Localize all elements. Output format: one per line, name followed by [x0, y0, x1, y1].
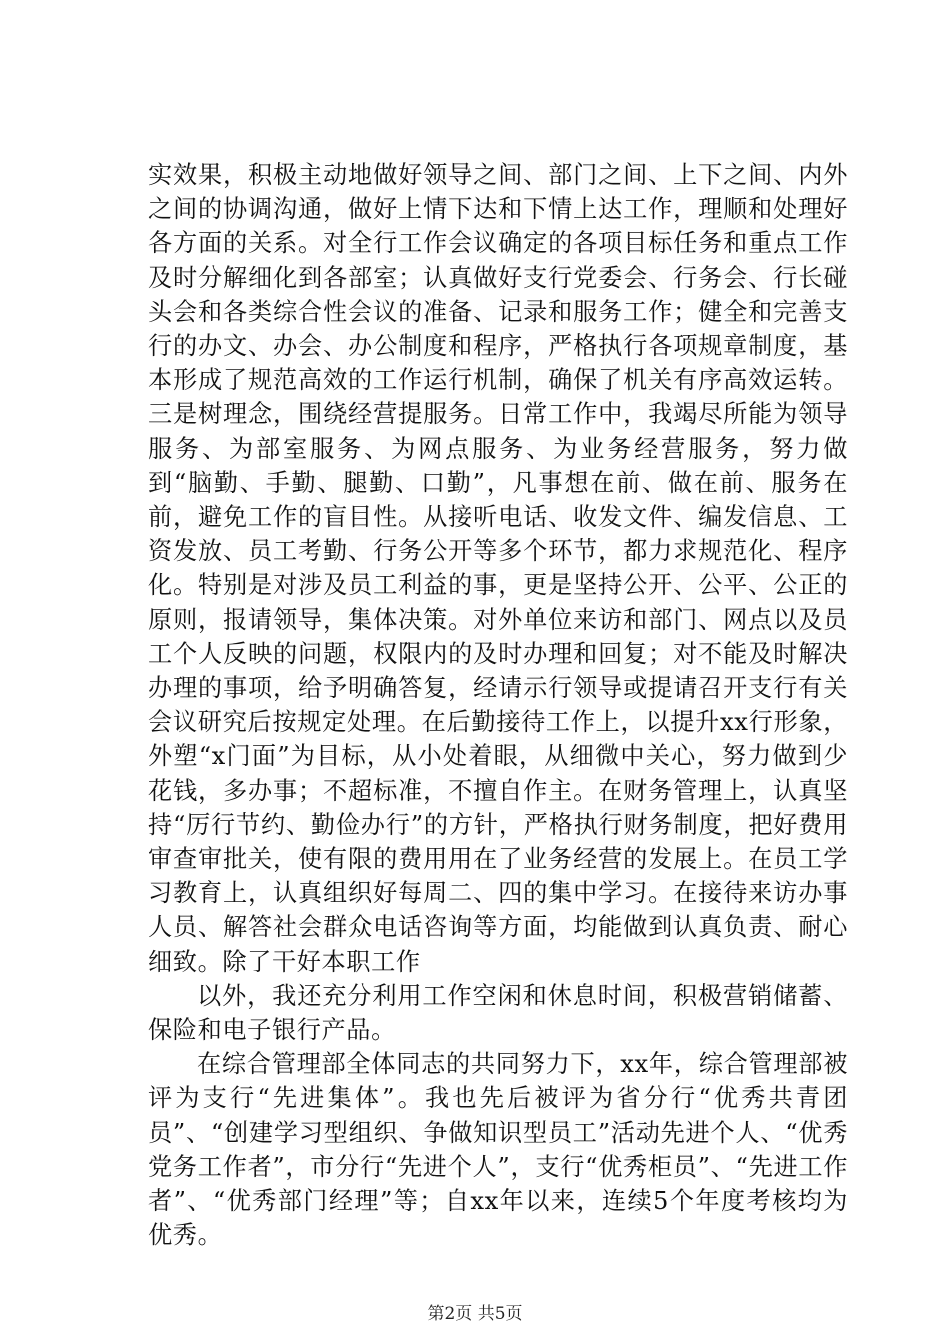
paragraph-3: 在综合管理部全体同志的共同努力下，xx年，综合管理部被评为支行“先进集体”。我也先后被评为省分行“优秀共青团员”、“创建学习型组织、争做知识型员工”活动先进个人、“优秀党务工作者”，市分行“先进个人”，支行“优秀柜员”、“先进工作者”、“优秀部门经理”等；自xx年以来，连续5个年度考核均为优秀。	[148, 1050, 848, 1250]
document-body	[148, 158, 848, 1253]
paragraph-1: 实效果，积极主动地做好领导之间、部门之间、上下之间、内外之间的协调沟通，做好上情下达和下情上达工作，理顺和处理好各方面的关系。对全行工作会议确定的各项目标任务和重点工作及时分解细化到各部室；认真做好支行党委会、行务会、行长碰头会和各类综合性会议的准备、记录和服务工作；健全和完善支行的办文、办会、办公制度和程序，严格执行各项规章制度，基本形成了规范高效的工作运行机制，确保了机关有序高效运转。三是树理念，围绕经营提服务。日常工作中，我竭尽所能为领导服务、为部室服务、为网点服务、为业务经营服务，努力做到“脑勤、手勤、腿勤、口勤”，凡事想在前、做在前、服务在前，避免工作的盲目性。从接听电话、收发文件、编发信息、工资发放、员工考勤、行务公开等多个环节，都力求规范化、程序化。特别是对涉及员工利益的事，更是坚持公开、公平、公正的原则，报请领导，集体决策。对外单位来访和部门、网点以及员工个人反映的问题，权限内的及时办理和回复；对不能及时解决办理的事项，给予明确答复，经请示行领导或提请召开支行有关会议研究后按规定处理。在后勤接待工作上，以提升xx行形象，外塑“x门面”为目标，从小处着眼，从细微中关心，努力做到少花钱，多办事；不超标准，不擅自作主。在财务管理上，认真坚持“厉行节约、勤俭办行”的方针，严格执行财务制度，把好费用审查审批关，使有限的费用用在了业务经营的发展上。在员工学习教育上，认真组织好每周二、四的集中学习。在接待来访办事人员、解答社会群众电话咨询等方面，均能做到认真负责、耐心细致。除了干好本职工作	[148, 161, 848, 976]
page-number-footer: 第2页 共5页	[427, 1304, 523, 1324]
paragraph-2: 以外，我还充分利用工作空闲和休息时间，积极营销储蓄、保险和电子银行产品。	[148, 981, 848, 1045]
